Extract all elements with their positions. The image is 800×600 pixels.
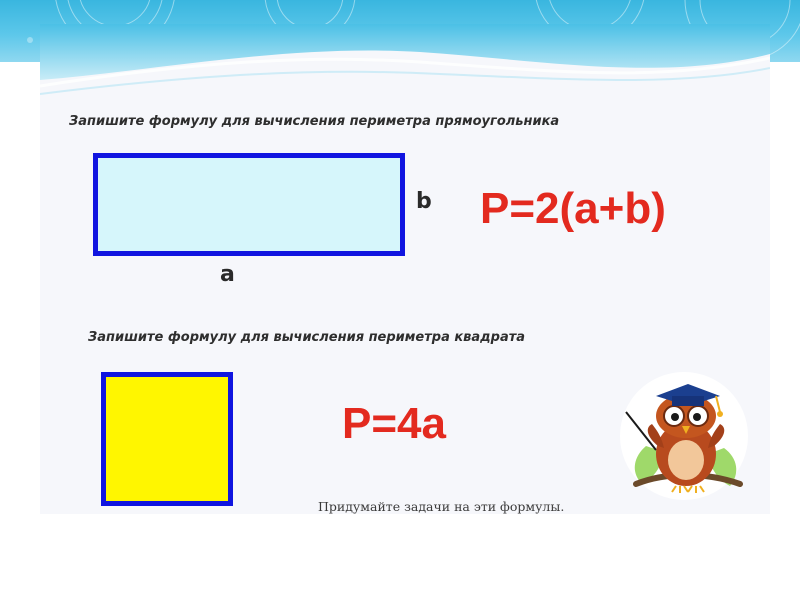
square-perimeter-prompt: Запишите формулу для вычисления периметра квадрата xyxy=(88,330,526,345)
rectangle-perimeter-prompt: Запишите формулу для вычисления периметра прямоугольника xyxy=(69,114,560,129)
slide xyxy=(40,24,770,514)
owl-with-graduation-cap-icon xyxy=(616,354,752,504)
task-instruction: Придумайте задачи на эти формулы. xyxy=(318,499,565,514)
rectangle-side-b-label: b xyxy=(416,189,432,214)
rectangle-side-a-label: a xyxy=(220,262,235,287)
square-perimeter-formula: P=4a xyxy=(342,399,446,448)
square-figure xyxy=(101,372,233,506)
slide-wave-decoration xyxy=(40,24,770,104)
rectangle-perimeter-formula: P=2(a+b) xyxy=(480,184,666,233)
rectangle-figure xyxy=(93,153,405,256)
